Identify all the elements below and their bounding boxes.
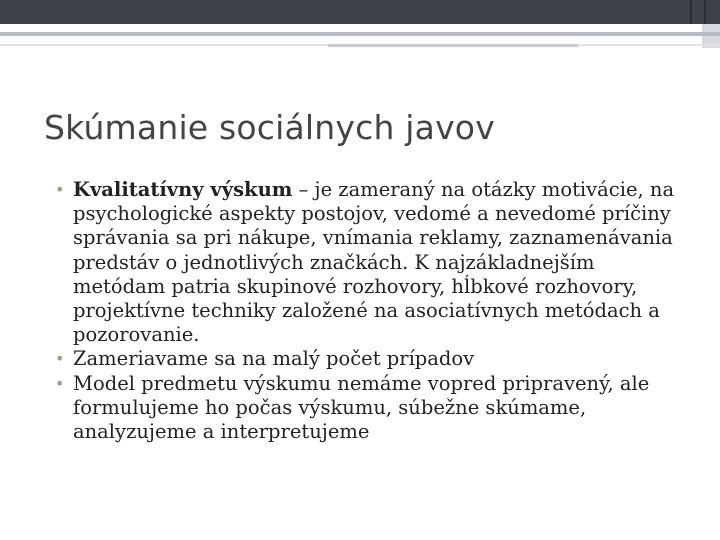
top-bar-divider	[690, 0, 692, 24]
slide-title: Skúmanie sociálnych javov	[44, 108, 495, 147]
bullet-marker: •	[55, 373, 65, 393]
bullet-item	[52, 372, 692, 445]
bullet-lead: Kvalitatívny výskum	[73, 178, 293, 201]
bullet-text: – je zameraný na otázky motivácie, na psychologické aspekty postojov, vedomé a nevedomé príčiny správania sa pri nákupe, vnímania reklamy, zaznamenávania predstáv o jednotlivých značkách. K najzákladnejším metódam patria skupinové rozhovory, hĺbkové rozhovory, projektívne techniky založené na asociatívnych metódach a pozorovanie.	[73, 178, 675, 347]
bullet-text: Zameriavame sa na malý počet prípadov	[73, 347, 475, 371]
top-bar-divider	[704, 0, 706, 24]
top-bar	[0, 0, 720, 24]
bullet-marker: •	[55, 180, 65, 199]
bullet-text: Model predmetu výskumu nemáme vopred pripravený, ale formulujeme ho počas výskumu, súbežne skúmame, analyzujeme a interpretujeme	[73, 371, 650, 444]
bullet-item	[52, 347, 692, 371]
accent-stripe-segment	[328, 44, 578, 47]
bullet-item	[52, 178, 692, 347]
accent-stripe	[0, 32, 720, 36]
bullet-list	[52, 178, 692, 444]
bullet-marker: •	[55, 349, 65, 369]
